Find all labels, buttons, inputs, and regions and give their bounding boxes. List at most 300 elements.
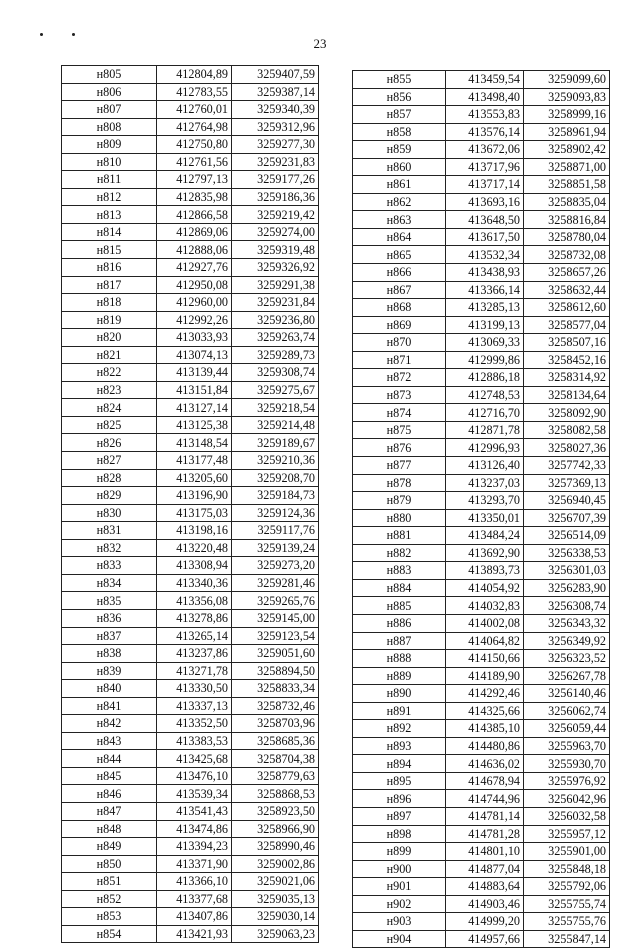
table-row — [62, 592, 319, 610]
point-id: н848 — [62, 820, 157, 838]
y-coordinate: 3258851,58 — [524, 176, 610, 194]
x-coordinate: 413672,06 — [446, 141, 524, 159]
y-coordinate: 3258732,08 — [524, 246, 610, 264]
x-coordinate: 414636,02 — [446, 755, 524, 773]
coordinates-table-left — [61, 65, 319, 943]
point-id: н823 — [62, 381, 157, 399]
point-id: н886 — [353, 614, 446, 632]
x-coordinate: 413237,86 — [157, 645, 232, 663]
point-id: н856 — [353, 88, 446, 106]
x-coordinate: 412996,93 — [446, 439, 524, 457]
point-id: н857 — [353, 106, 446, 124]
table-row — [62, 241, 319, 259]
x-coordinate: 412783,55 — [157, 83, 232, 101]
table-row — [353, 720, 610, 738]
y-coordinate: 3259139,24 — [232, 539, 319, 557]
point-id: н858 — [353, 123, 446, 141]
table-row — [62, 557, 319, 575]
table-row — [62, 416, 319, 434]
table-row — [62, 715, 319, 733]
point-id: н834 — [62, 574, 157, 592]
point-id: н831 — [62, 522, 157, 540]
x-coordinate: 413553,83 — [446, 106, 524, 124]
x-coordinate: 414999,20 — [446, 913, 524, 931]
y-coordinate: 3255792,06 — [524, 878, 610, 896]
table-row — [353, 562, 610, 580]
y-coordinate: 3255755,76 — [524, 913, 610, 931]
point-id: н861 — [353, 176, 446, 194]
x-coordinate: 412764,98 — [157, 118, 232, 136]
x-coordinate: 413308,94 — [157, 557, 232, 575]
point-id: н821 — [62, 346, 157, 364]
y-coordinate: 3259218,54 — [232, 399, 319, 417]
table-row — [353, 439, 610, 457]
table-row — [353, 895, 610, 913]
x-coordinate: 413199,13 — [446, 316, 524, 334]
x-coordinate: 413177,48 — [157, 452, 232, 470]
table-row — [62, 802, 319, 820]
y-coordinate: 3255847,14 — [524, 930, 610, 948]
x-coordinate: 413648,50 — [446, 211, 524, 229]
y-coordinate: 3256032,58 — [524, 807, 610, 825]
table-row — [353, 825, 610, 843]
x-coordinate: 413532,34 — [446, 246, 524, 264]
x-coordinate: 413692,90 — [446, 544, 524, 562]
y-coordinate: 3256062,74 — [524, 702, 610, 720]
table-row — [353, 650, 610, 668]
table-row — [353, 158, 610, 176]
table-row — [353, 71, 610, 89]
point-id: н809 — [62, 136, 157, 154]
y-coordinate: 3259231,83 — [232, 153, 319, 171]
y-coordinate: 3258868,53 — [232, 785, 319, 803]
y-coordinate: 3259145,00 — [232, 609, 319, 627]
point-id: н847 — [62, 802, 157, 820]
table-row — [62, 767, 319, 785]
y-coordinate: 3258779,63 — [232, 767, 319, 785]
table-row — [62, 381, 319, 399]
table-row — [62, 329, 319, 347]
table-row — [353, 299, 610, 317]
x-coordinate: 414480,86 — [446, 737, 524, 755]
table-row — [353, 860, 610, 878]
table-row — [353, 737, 610, 755]
y-coordinate: 3259387,14 — [232, 83, 319, 101]
x-coordinate: 414385,10 — [446, 720, 524, 738]
y-coordinate: 3255901,00 — [524, 843, 610, 861]
x-coordinate: 412750,80 — [157, 136, 232, 154]
table-row — [62, 364, 319, 382]
y-coordinate: 3258577,04 — [524, 316, 610, 334]
table-row — [353, 88, 610, 106]
table-row — [62, 504, 319, 522]
x-coordinate: 413425,68 — [157, 750, 232, 768]
table-row — [353, 106, 610, 124]
point-id: н854 — [62, 925, 157, 943]
point-id: н867 — [353, 281, 446, 299]
point-id: н898 — [353, 825, 446, 843]
point-id: н902 — [353, 895, 446, 913]
point-id: н860 — [353, 158, 446, 176]
point-id: н885 — [353, 597, 446, 615]
y-coordinate: 3258632,44 — [524, 281, 610, 299]
x-coordinate: 413438,93 — [446, 264, 524, 282]
x-coordinate: 414002,08 — [446, 614, 524, 632]
point-id: н836 — [62, 609, 157, 627]
point-id: н818 — [62, 294, 157, 312]
table-row — [62, 732, 319, 750]
y-coordinate: 3258835,04 — [524, 193, 610, 211]
y-coordinate: 3258780,04 — [524, 228, 610, 246]
x-coordinate: 414883,64 — [446, 878, 524, 896]
table-row — [62, 855, 319, 873]
x-coordinate: 413271,78 — [157, 662, 232, 680]
point-id: н899 — [353, 843, 446, 861]
table-row — [62, 908, 319, 926]
table-body — [62, 66, 319, 943]
point-id: н894 — [353, 755, 446, 773]
x-coordinate: 413126,40 — [446, 457, 524, 475]
point-id: н865 — [353, 246, 446, 264]
point-id: н904 — [353, 930, 446, 948]
y-coordinate: 3259291,38 — [232, 276, 319, 294]
table-row — [353, 351, 610, 369]
x-coordinate: 413285,13 — [446, 299, 524, 317]
x-coordinate: 413541,43 — [157, 802, 232, 820]
point-id: н817 — [62, 276, 157, 294]
point-id: н880 — [353, 509, 446, 527]
y-coordinate: 3259407,59 — [232, 66, 319, 84]
table-row — [62, 118, 319, 136]
y-coordinate: 3257742,33 — [524, 457, 610, 475]
point-id: н866 — [353, 264, 446, 282]
y-coordinate: 3258871,00 — [524, 158, 610, 176]
x-coordinate: 414054,92 — [446, 579, 524, 597]
table-row — [353, 614, 610, 632]
y-coordinate: 3259063,23 — [232, 925, 319, 943]
table-row — [353, 404, 610, 422]
x-coordinate: 413474,86 — [157, 820, 232, 838]
point-id: н849 — [62, 838, 157, 856]
y-coordinate: 3256343,32 — [524, 614, 610, 632]
y-coordinate: 3258833,34 — [232, 680, 319, 698]
x-coordinate: 414744,96 — [446, 790, 524, 808]
x-coordinate: 413366,10 — [157, 873, 232, 891]
table-row — [62, 206, 319, 224]
x-coordinate: 413196,90 — [157, 487, 232, 505]
y-coordinate: 3259177,26 — [232, 171, 319, 189]
point-id: н876 — [353, 439, 446, 457]
y-coordinate: 3259281,46 — [232, 574, 319, 592]
point-id: н882 — [353, 544, 446, 562]
y-coordinate: 3259117,76 — [232, 522, 319, 540]
y-coordinate: 3259123,54 — [232, 627, 319, 645]
y-coordinate: 3259186,36 — [232, 188, 319, 206]
x-coordinate: 412835,98 — [157, 188, 232, 206]
x-coordinate: 412871,78 — [446, 421, 524, 439]
table-row — [353, 790, 610, 808]
x-coordinate: 414150,66 — [446, 650, 524, 668]
point-id: н864 — [353, 228, 446, 246]
y-coordinate: 3258894,50 — [232, 662, 319, 680]
table-row — [353, 544, 610, 562]
table-row — [353, 369, 610, 387]
x-coordinate: 412866,58 — [157, 206, 232, 224]
y-coordinate: 3255976,92 — [524, 772, 610, 790]
point-id: н897 — [353, 807, 446, 825]
point-id: н820 — [62, 329, 157, 347]
table-row — [353, 316, 610, 334]
y-coordinate: 3258657,26 — [524, 264, 610, 282]
point-id: н816 — [62, 259, 157, 277]
table-row — [62, 820, 319, 838]
point-id: н884 — [353, 579, 446, 597]
y-coordinate: 3259002,86 — [232, 855, 319, 873]
x-coordinate: 413484,24 — [446, 527, 524, 545]
table-row — [353, 211, 610, 229]
point-id: н815 — [62, 241, 157, 259]
x-coordinate: 413205,60 — [157, 469, 232, 487]
point-id: н888 — [353, 650, 446, 668]
point-id: н873 — [353, 386, 446, 404]
point-id: н843 — [62, 732, 157, 750]
table-row — [353, 597, 610, 615]
y-coordinate: 3259277,30 — [232, 136, 319, 154]
x-coordinate: 413717,96 — [446, 158, 524, 176]
point-id: н900 — [353, 860, 446, 878]
x-coordinate: 413330,50 — [157, 680, 232, 698]
y-coordinate: 3259021,06 — [232, 873, 319, 891]
table-row — [353, 281, 610, 299]
x-coordinate: 413498,40 — [446, 88, 524, 106]
y-coordinate: 3255930,70 — [524, 755, 610, 773]
x-coordinate: 414678,94 — [446, 772, 524, 790]
y-coordinate: 3258092,90 — [524, 404, 610, 422]
y-coordinate: 3256042,96 — [524, 790, 610, 808]
y-coordinate: 3256301,03 — [524, 562, 610, 580]
x-coordinate: 413033,93 — [157, 329, 232, 347]
table-row — [62, 153, 319, 171]
point-id: н824 — [62, 399, 157, 417]
x-coordinate: 413175,03 — [157, 504, 232, 522]
coordinates-table-right — [352, 70, 610, 948]
table-row — [62, 697, 319, 715]
point-id: н895 — [353, 772, 446, 790]
point-id: н863 — [353, 211, 446, 229]
table-row — [62, 925, 319, 943]
point-id: н845 — [62, 767, 157, 785]
table-row — [62, 627, 319, 645]
y-coordinate: 3259093,83 — [524, 88, 610, 106]
x-coordinate: 413394,23 — [157, 838, 232, 856]
table-row — [62, 662, 319, 680]
table-row — [353, 807, 610, 825]
y-coordinate: 3259184,73 — [232, 487, 319, 505]
x-coordinate: 414903,46 — [446, 895, 524, 913]
y-coordinate: 3255755,74 — [524, 895, 610, 913]
table-row — [353, 509, 610, 527]
x-coordinate: 412804,89 — [157, 66, 232, 84]
x-coordinate: 413340,36 — [157, 574, 232, 592]
y-coordinate: 3259214,48 — [232, 416, 319, 434]
x-coordinate: 414292,46 — [446, 685, 524, 703]
y-coordinate: 3255963,70 — [524, 737, 610, 755]
x-coordinate: 413127,14 — [157, 399, 232, 417]
table-row — [353, 667, 610, 685]
x-coordinate: 413265,14 — [157, 627, 232, 645]
x-coordinate: 413377,68 — [157, 890, 232, 908]
y-coordinate: 3256323,52 — [524, 650, 610, 668]
point-id: н814 — [62, 223, 157, 241]
point-id: н874 — [353, 404, 446, 422]
table-row — [62, 469, 319, 487]
table-row — [62, 171, 319, 189]
y-coordinate: 3259051,60 — [232, 645, 319, 663]
y-coordinate: 3258314,92 — [524, 369, 610, 387]
table-row — [62, 785, 319, 803]
point-id: н832 — [62, 539, 157, 557]
point-id: н890 — [353, 685, 446, 703]
table-row — [353, 176, 610, 194]
x-coordinate: 413293,70 — [446, 492, 524, 510]
y-coordinate: 3258961,94 — [524, 123, 610, 141]
table-row — [62, 750, 319, 768]
point-id: н829 — [62, 487, 157, 505]
point-id: н862 — [353, 193, 446, 211]
y-coordinate: 3259274,00 — [232, 223, 319, 241]
table-row — [62, 487, 319, 505]
point-id: н887 — [353, 632, 446, 650]
table-row — [62, 890, 319, 908]
y-coordinate: 3258134,64 — [524, 386, 610, 404]
x-coordinate: 412869,06 — [157, 223, 232, 241]
point-id: н892 — [353, 720, 446, 738]
x-coordinate: 412992,26 — [157, 311, 232, 329]
point-id: н878 — [353, 474, 446, 492]
point-id: н838 — [62, 645, 157, 663]
table-row — [62, 539, 319, 557]
y-coordinate: 3258082,58 — [524, 421, 610, 439]
y-coordinate: 3258816,84 — [524, 211, 610, 229]
x-coordinate: 414325,66 — [446, 702, 524, 720]
y-coordinate: 3259099,60 — [524, 71, 610, 89]
table-row — [62, 452, 319, 470]
point-id: н825 — [62, 416, 157, 434]
table-row — [353, 685, 610, 703]
y-coordinate: 3258704,38 — [232, 750, 319, 768]
point-id: н839 — [62, 662, 157, 680]
y-coordinate: 3259236,80 — [232, 311, 319, 329]
point-id: н852 — [62, 890, 157, 908]
x-coordinate: 413539,34 — [157, 785, 232, 803]
point-id: н844 — [62, 750, 157, 768]
x-coordinate: 413278,86 — [157, 609, 232, 627]
x-coordinate: 413421,93 — [157, 925, 232, 943]
point-id: н819 — [62, 311, 157, 329]
x-coordinate: 413717,14 — [446, 176, 524, 194]
y-coordinate: 3258923,50 — [232, 802, 319, 820]
x-coordinate: 413371,90 — [157, 855, 232, 873]
y-coordinate: 3255848,18 — [524, 860, 610, 878]
x-coordinate: 412888,06 — [157, 241, 232, 259]
y-coordinate: 3259312,96 — [232, 118, 319, 136]
table-row — [62, 574, 319, 592]
y-coordinate: 3256514,09 — [524, 527, 610, 545]
table-row — [353, 913, 610, 931]
x-coordinate: 412960,00 — [157, 294, 232, 312]
y-coordinate: 3258732,46 — [232, 697, 319, 715]
table-row — [353, 334, 610, 352]
table-row — [353, 421, 610, 439]
point-id: н828 — [62, 469, 157, 487]
x-coordinate: 412716,70 — [446, 404, 524, 422]
point-id: н822 — [62, 364, 157, 382]
x-coordinate: 413074,13 — [157, 346, 232, 364]
table-row — [62, 680, 319, 698]
point-id: н869 — [353, 316, 446, 334]
y-coordinate: 3259231,84 — [232, 294, 319, 312]
table-row — [62, 101, 319, 119]
point-id: н833 — [62, 557, 157, 575]
y-coordinate: 3259275,67 — [232, 381, 319, 399]
x-coordinate: 413617,50 — [446, 228, 524, 246]
table-row — [353, 264, 610, 282]
x-coordinate: 412999,86 — [446, 351, 524, 369]
x-coordinate: 414781,14 — [446, 807, 524, 825]
x-coordinate: 413356,08 — [157, 592, 232, 610]
y-coordinate: 3258966,90 — [232, 820, 319, 838]
point-id: н893 — [353, 737, 446, 755]
table-row — [353, 772, 610, 790]
point-id: н842 — [62, 715, 157, 733]
table-row — [353, 123, 610, 141]
table-row — [62, 311, 319, 329]
point-id: н859 — [353, 141, 446, 159]
point-id: н868 — [353, 299, 446, 317]
y-coordinate: 3256338,53 — [524, 544, 610, 562]
table-row — [62, 609, 319, 627]
x-coordinate: 412886,18 — [446, 369, 524, 387]
table-row — [353, 878, 610, 896]
x-coordinate: 414781,28 — [446, 825, 524, 843]
point-id: н889 — [353, 667, 446, 685]
y-coordinate: 3259263,74 — [232, 329, 319, 347]
point-id: н853 — [62, 908, 157, 926]
x-coordinate: 413352,50 — [157, 715, 232, 733]
y-coordinate: 3259265,76 — [232, 592, 319, 610]
x-coordinate: 413139,44 — [157, 364, 232, 382]
y-coordinate: 3258703,96 — [232, 715, 319, 733]
table-row — [353, 492, 610, 510]
point-id: н807 — [62, 101, 157, 119]
point-id: н806 — [62, 83, 157, 101]
point-id: н811 — [62, 171, 157, 189]
y-coordinate: 3256349,92 — [524, 632, 610, 650]
point-id: н835 — [62, 592, 157, 610]
table-row — [353, 386, 610, 404]
point-id: н903 — [353, 913, 446, 931]
x-coordinate: 413476,10 — [157, 767, 232, 785]
table-row — [62, 83, 319, 101]
table-row — [62, 276, 319, 294]
x-coordinate: 413125,38 — [157, 416, 232, 434]
x-coordinate: 413366,14 — [446, 281, 524, 299]
y-coordinate: 3256707,39 — [524, 509, 610, 527]
table-row — [353, 228, 610, 246]
point-id: н891 — [353, 702, 446, 720]
y-coordinate: 3259340,39 — [232, 101, 319, 119]
y-coordinate: 3259273,20 — [232, 557, 319, 575]
